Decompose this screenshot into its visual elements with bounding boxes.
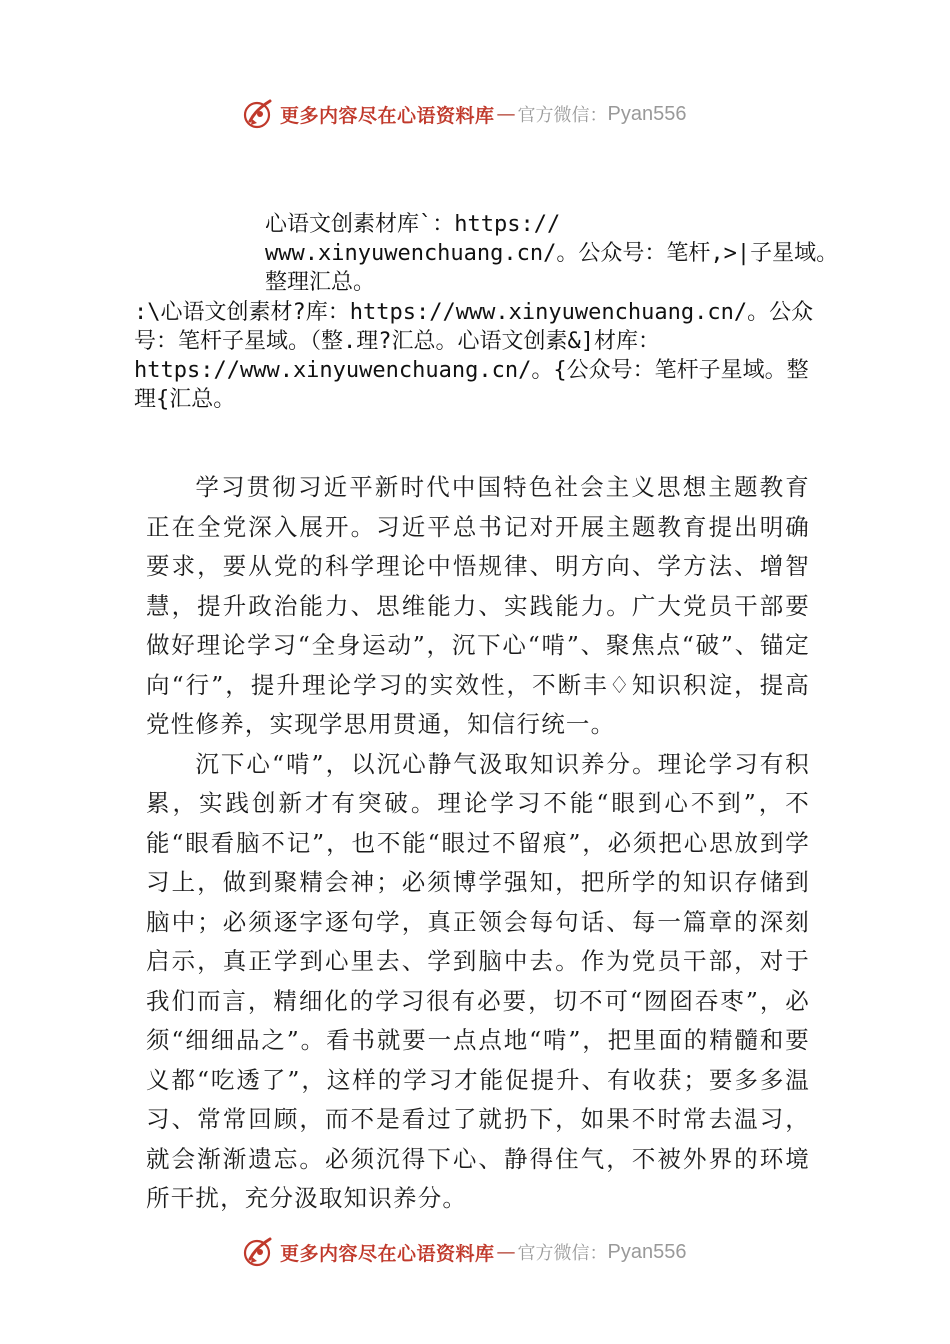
brush-logo-icon	[240, 1235, 274, 1269]
watermark-line: 心语文创素材库`：https://	[265, 212, 561, 237]
banner-wechat-handle: Pyan556	[607, 102, 687, 125]
footer-banner	[240, 1232, 760, 1272]
watermark-line: 理{汇总。	[134, 387, 236, 412]
banner-wechat-handle: Pyan556	[607, 1240, 687, 1263]
banner-wechat-label: 官方微信：	[517, 1243, 608, 1264]
watermark-line: :\心语文创素材?库：https://www.xinyuwenchuang.cn/。公众	[134, 300, 814, 325]
watermark-line: https://www.xinyuwenchuang.cn/。{公众号：笔杆子星域。整	[134, 358, 809, 383]
header-banner	[240, 94, 760, 134]
watermark-line: www.xinyuwenchuang.cn/。公众号：笔杆,>|子星域。	[265, 241, 839, 266]
banner-main-text: 更多内容尽在心语资料库	[280, 1242, 495, 1265]
article-body	[146, 468, 810, 1219]
banner-wechat-label: 官方微信：	[517, 105, 608, 126]
paragraph-chenxiaxin: 沉下心“啃”，以沉心静气汲取知识养分。理论学习有积累，实践创新才有突破。理论学习不能“眼到心不到”，不能“眼看脑不记”，也不能“眼过不留痕”，必须把心思放到学习上，做到聚精会神；必须博学强知，把所学的知识存储到脑中；必须逐字逐句学，真正领会每句话、每一篇章的深刻启示，真正学到心里去、学到脑中去。作为党员干部，对于我们而言，精细化的学习很有必要，切不可“囫囵吞枣”，必须“细细品之”。看书就要一点点地“啃”，把里面的精髓和要义都“吃透了”，这样的学习才能促提升、有收获；要多多温习、常常回顾，而不是看过了就扔下，如果不时常去温习，就会渐渐遗忘。必须沉得下心、静得住气，不被外界的环境所干扰，充分汲取知识养分。	[146, 749, 810, 1212]
watermark-line: 号：笔杆子星域。（整.理?汇总。心语文创素&]材库：	[134, 329, 660, 354]
brush-logo-icon	[240, 97, 274, 131]
paragraph-intro: 学习贯彻习近平新时代中国特色社会主义思想主题教育正在全党深入展开。习近平总书记对开展主题教育提出明确要求，要从党的科学理论中悟规律、明方向、学方法、增智慧，提升政治能力、思维能力、实践能力。广大党员干部要做好理论学习“全身运动”，沉下心“啃”、聚焦点“破”、锚定向“行”，提升理论学习的实效性，不断丰♢知识积淀，提高党性修养，实现学思用贯通，知信行统一。	[146, 473, 810, 738]
banner-separator: —	[496, 103, 516, 125]
watermark-full-block	[134, 298, 813, 414]
banner-main-text: 更多内容尽在心语资料库	[280, 104, 495, 127]
banner-separator: —	[496, 1241, 516, 1263]
watermark-indented-block	[265, 210, 838, 297]
watermark-line: 整理汇总。	[265, 270, 376, 295]
